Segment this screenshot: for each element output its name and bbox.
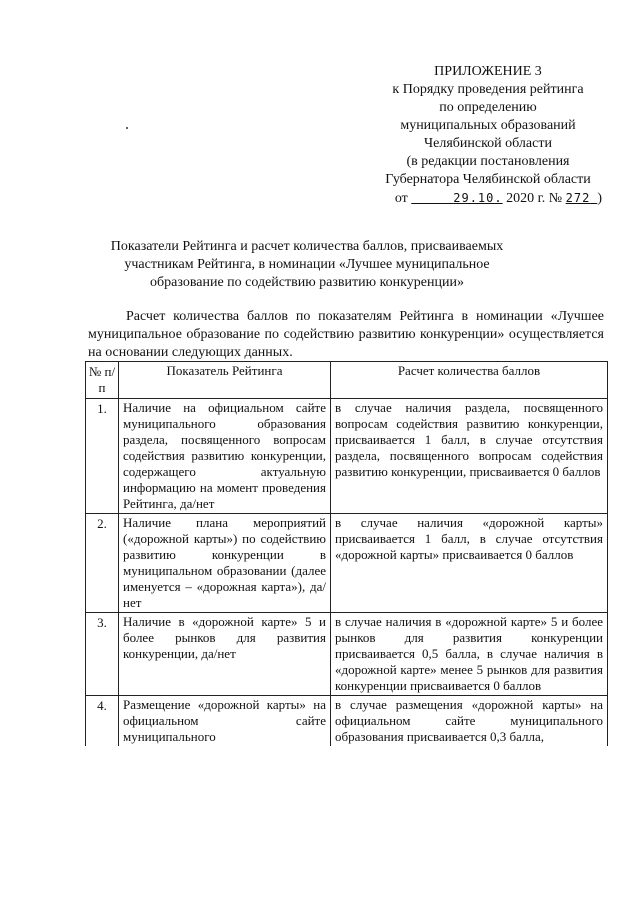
row-calculation: в случае наличия в «дорожной карте» 5 и более рынков для развития конкуренции присваивается 0,5 балла, в случае наличия в «дорожной карте» менее 5 рынков для развития конкуренции присваивается 0 баллов	[331, 613, 608, 696]
row-calculation: в случае наличия «дорожной карты» присваивается 1 балл, в случае отсутствия «дорожной карты» присваивается 0 баллов	[331, 514, 608, 613]
appendix-header	[372, 63, 604, 208]
scan-speck	[126, 127, 128, 129]
row-num: 1.	[86, 399, 119, 514]
row-num: 4.	[86, 696, 119, 747]
appendix-line: Губернатора Челябинской области	[385, 172, 591, 187]
appendix-line: по определению	[439, 100, 537, 115]
header-num: № п/п	[86, 362, 119, 399]
date-underline	[411, 191, 502, 206]
table-row	[86, 613, 608, 696]
date-prefix: от	[394, 191, 408, 206]
table-header-row	[86, 362, 608, 399]
appendix-line: к Порядку проведения рейтинга	[392, 82, 584, 97]
handwritten-date: 29.10.	[453, 191, 503, 205]
appendix-title: ПРИЛОЖЕНИЕ 3	[434, 64, 542, 79]
document-heading: Показатели Рейтинга и расчет количества баллов, присваиваемых участникам Рейтинга, в номинации «Лучшее муниципальное образование по содействию развитию конкуренции»	[110, 239, 504, 290]
appendix-line: Челябинской области	[424, 136, 552, 151]
row-indicator: Размещение «дорожной карты» на официальном сайте муниципального	[119, 696, 331, 747]
rating-table	[85, 361, 608, 746]
header-indicator: Показатель Рейтинга	[119, 362, 331, 399]
intro-paragraph: Расчет количества баллов по показателям Рейтинга в номинации «Лучшее муниципальное образование по содействию развитию конкуренции» осуществляется на основании следующих данных.	[88, 309, 604, 360]
date-year: 2020 г. №	[506, 191, 563, 206]
row-indicator: Наличие на официальном сайте муниципального образования раздела, посвященного вопросам содействия развитию конкуренции, содержащего актуальную информацию на момент проведения Рейтинга, да/нет	[119, 399, 331, 514]
row-calculation: в случае размещения «дорожной карты» на официальном сайте муниципального образования присваивается 0,3 балла,	[331, 696, 608, 747]
appendix-line: муниципальных образований	[400, 118, 576, 133]
header-calculation: Расчет количества баллов	[331, 362, 608, 399]
row-num: 3.	[86, 613, 119, 696]
row-calculation: в случае наличия раздела, посвященного вопросам содействия развитию конкуренции, присваивается 1 балл, в случае отсутствия раздела, посвященного вопросам содействия развитию конкуренции, присваивается 0 баллов	[331, 399, 608, 514]
close-paren: )	[597, 191, 602, 206]
appendix-line: (в редакции постановления	[406, 154, 570, 169]
table-row	[86, 696, 608, 747]
table-row	[86, 514, 608, 613]
appendix-date-line	[372, 189, 604, 208]
row-indicator: Наличие в «дорожной карте» 5 и более рынков для развития конкуренции, да/нет	[119, 613, 331, 696]
row-indicator: Наличие плана мероприятий («дорожной карты») по содействию развитию конкуренции в муниципальном образовании (далее именуется – «дорожная карта»), да/нет	[119, 514, 331, 613]
row-num: 2.	[86, 514, 119, 613]
table-row	[86, 399, 608, 514]
handwritten-number: 272	[565, 191, 591, 205]
number-underline	[566, 191, 598, 206]
